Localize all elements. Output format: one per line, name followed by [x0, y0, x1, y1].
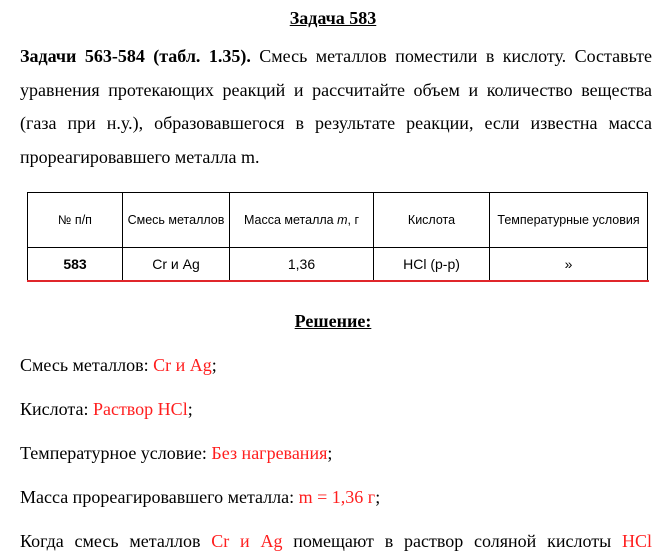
label: Кислота:	[20, 399, 93, 419]
label: Смесь металлов:	[20, 355, 154, 375]
value: Cr и Ag	[153, 355, 212, 375]
table-underline	[27, 280, 649, 282]
line-acid	[20, 397, 193, 421]
label: Масса прореагировавшего металла:	[20, 487, 299, 507]
solution-heading: Решение:	[294, 311, 372, 331]
value: Без нагревания	[211, 443, 328, 463]
task-statement	[20, 40, 652, 174]
data-table	[27, 192, 648, 281]
punct: ;	[211, 355, 217, 375]
punct: ;	[375, 487, 381, 507]
cell-mixture: Cr и Ag	[123, 248, 230, 281]
col-header-mixture: Смесь металлов	[123, 193, 230, 248]
punct: ;	[327, 443, 333, 463]
col-header-temperature: Температурные условия	[490, 193, 648, 248]
table-header-row	[28, 193, 648, 248]
task-reference: Задачи 563-584 (табл. 1.35).	[20, 46, 251, 66]
page-title: Задача 583	[289, 8, 377, 28]
col-header-number: № п/п	[28, 193, 123, 248]
task-text: Смесь металлов поместили в кислоту. Составьте уравнения протекающих реакций и рассчитайте объем и количество вещества (газа при н.у.), образовавшегося в результате реакции, если известна масса прореагировавшего металла m.	[20, 46, 652, 167]
value: m = 1,36 г	[298, 487, 376, 507]
col-header-mass: Масса металла m, г	[230, 193, 374, 248]
table-row	[28, 248, 648, 281]
cell-temperature: »	[490, 248, 648, 281]
line-temperature	[20, 441, 332, 465]
text-c: помещают в раствор соляной кислоты	[282, 531, 622, 551]
cell-mass: 1,36	[230, 248, 374, 281]
col-header-acid: Кислота	[374, 193, 490, 248]
value-metals: Cr и Ag	[211, 531, 283, 551]
text-a: Когда смесь металлов	[20, 531, 212, 551]
cell-acid: HCl (р-р)	[374, 248, 490, 281]
cell-number: 583	[28, 248, 123, 281]
punct: ;	[187, 399, 193, 419]
line-partial-sentence	[20, 529, 652, 553]
line-mass	[20, 485, 380, 509]
label: Температурное условие:	[20, 443, 212, 463]
value: Раствор HCl	[92, 399, 188, 419]
value-acid: HCl	[621, 531, 652, 551]
line-metal-mixture	[20, 353, 217, 377]
